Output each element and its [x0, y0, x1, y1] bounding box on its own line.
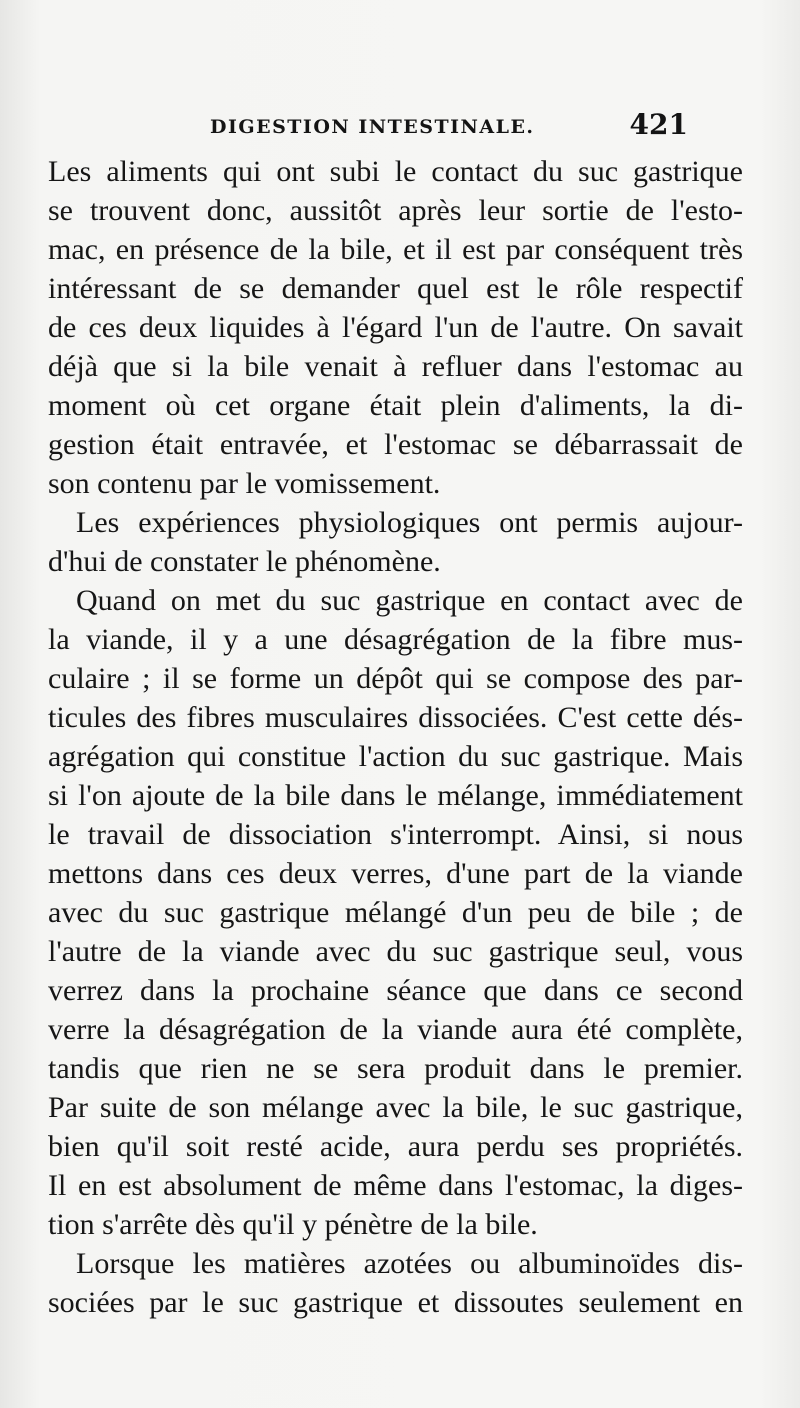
paragraph [48, 1244, 743, 1322]
text-line: la viande, il y a une désagrégation de la fibre mus- [48, 623, 743, 656]
text-line: verrez dans la prochaine séance que dans ce second [48, 974, 743, 1007]
paragraph [48, 503, 743, 581]
text-line: ticules des fibres musculaires dissociées. C'est cette dés- [48, 701, 743, 734]
text-line: se trouvent donc, aussitôt après leur sortie de l'esto- [48, 194, 743, 227]
text-line: gestion était entravée, et l'estomac se débarrassait de [48, 428, 743, 461]
text-line: tion s'arrête dès qu'il y pénètre de la bile. [48, 1208, 538, 1241]
text-line: avec du suc gastrique mélangé d'un peu de bile ; de [48, 896, 743, 929]
text-line: si l'on ajoute de la bile dans le mélange, immédiatement [48, 779, 743, 812]
page-number: 421 [629, 108, 688, 141]
text-line: Quand on met du suc gastrique en contact avec de [76, 584, 743, 617]
text-line: de ces deux liquides à l'égard l'un de l'autre. On savait [48, 311, 743, 344]
text-line: Les aliments qui ont subi le contact du suc gastrique [48, 155, 743, 188]
text-line: intéressant de se demander quel est le rôle respectif [48, 272, 743, 305]
text-line: déjà que si la bile venait à refluer dans l'estomac au [48, 350, 743, 383]
text-line: culaire ; il se forme un dépôt qui se compose des par- [48, 662, 743, 695]
text-line: agrégation qui constitue l'action du suc gastrique. Mais [48, 740, 743, 773]
text-line: son contenu par le vomissement. [48, 467, 441, 500]
text-line: le travail de dissociation s'interrompt. Ainsi, si nous [48, 818, 743, 851]
text-line: sociées par le suc gastrique et dissoutes seulement en [48, 1286, 743, 1319]
text-line: tandis que rien ne se sera produit dans le premier. [48, 1052, 743, 1085]
text-line: Il en est absolument de même dans l'estomac, la diges- [48, 1169, 743, 1202]
text-line: d'hui de constater le phénomène. [48, 545, 441, 578]
text-line: Les expériences physiologiques ont permis aujour- [76, 506, 743, 539]
text-line: Par suite de son mélange avec la bile, le suc gastrique, [48, 1091, 743, 1124]
text-line: bien qu'il soit resté acide, aura perdu ses propriétés. [48, 1130, 743, 1163]
text-line: Lorsque les matières azotées ou albuminoïdes dis- [76, 1247, 743, 1280]
text-line: mac, en présence de la bile, et il est par conséquent très [48, 233, 743, 266]
text-line: l'autre de la viande avec du suc gastrique seul, vous [48, 935, 743, 968]
text-line: mettons dans ces deux verres, d'une part de la viande [48, 857, 743, 890]
paragraph [48, 152, 743, 503]
text-line: moment où cet organe était plein d'aliments, la di- [48, 389, 743, 422]
text-line: verre la désagrégation de la viande aura été complète, [48, 1013, 743, 1046]
running-title: DIGESTION INTESTINALE. [210, 116, 535, 138]
page-header [210, 108, 688, 144]
body-text [48, 152, 743, 1322]
paragraph [48, 581, 743, 1244]
